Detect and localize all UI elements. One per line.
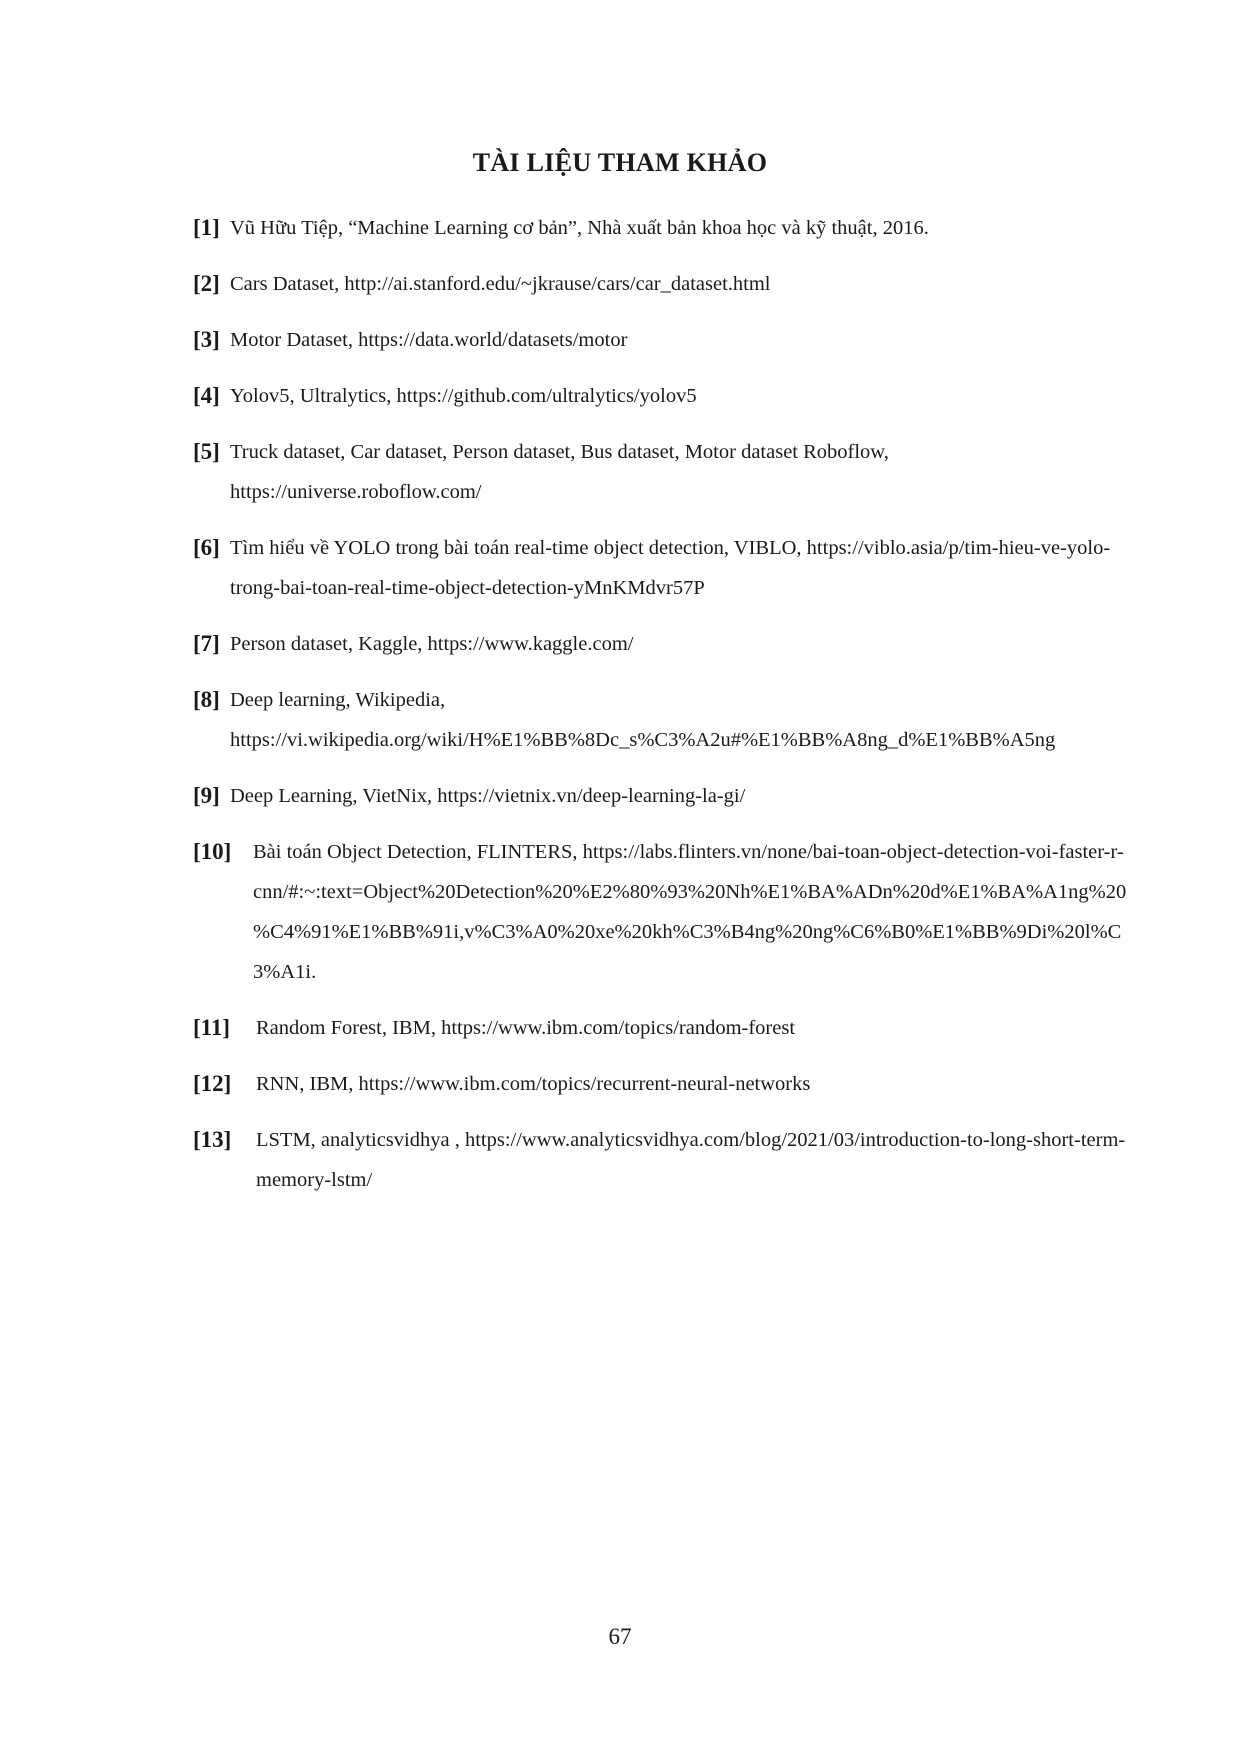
reference-number: [2] — [193, 271, 220, 296]
reference-number: [9] — [193, 783, 220, 808]
reference-item-6 — [193, 528, 1128, 608]
reference-text: Random Forest, IBM, https://www.ibm.com/topics/random-forest — [256, 1017, 796, 1039]
reference-item-11 — [193, 1008, 1128, 1048]
reference-item-5 — [193, 432, 1128, 512]
reference-item-10 — [193, 832, 1128, 992]
page-title: TÀI LIỆU THAM KHẢO — [472, 148, 768, 177]
reference-text: Truck dataset, Car dataset, Person dataset, Bus dataset, Motor dataset Roboflow, https://universe.roboflow.com/ — [230, 441, 889, 503]
reference-item-4 — [193, 376, 1128, 416]
reference-number: [1] — [193, 215, 220, 240]
reference-item-12 — [193, 1064, 1128, 1104]
reference-text: Vũ Hữu Tiệp, “Machine Learning cơ bản”, Nhà xuất bản khoa học và kỹ thuật, 2016. — [230, 217, 929, 239]
reference-text: Deep learning, Wikipedia, https://vi.wikipedia.org/wiki/H%E1%BB%8Dc_s%C3%A2u#%E1%BB%A8ng_d%E1%BB%A5ng — [230, 689, 1056, 751]
reference-number: [11] — [193, 1015, 231, 1040]
reference-item-9 — [193, 776, 1128, 816]
reference-number: [3] — [193, 327, 220, 352]
reference-text: Tìm hiểu về YOLO trong bài toán real-time object detection, VIBLO, https://viblo.asia/p/tim-hieu-ve-yolo-trong-bai-toan-real-time-object-detection-yMnKMdvr57P — [230, 537, 1111, 599]
reference-item-7 — [193, 624, 1128, 664]
reference-text: LSTM, analyticsvidhya , https://www.analyticsvidhya.com/blog/2021/03/introduction-to-long-short-term-memory-lstm/ — [256, 1129, 1126, 1191]
reference-number: [12] — [193, 1071, 232, 1096]
reference-number: [5] — [193, 439, 220, 464]
reference-text: Yolov5, Ultralytics, https://github.com/ultralytics/yolov5 — [230, 385, 697, 407]
reference-number: [6] — [193, 535, 220, 560]
reference-number: [8] — [193, 687, 220, 712]
reference-text: Cars Dataset, http://ai.stanford.edu/~jkrause/cars/car_dataset.html — [230, 273, 771, 295]
reference-item-1 — [193, 208, 1128, 248]
reference-item-8 — [193, 680, 1128, 760]
reference-number: [7] — [193, 631, 220, 656]
reference-text: Motor Dataset, https://data.world/datasets/motor — [230, 329, 628, 351]
reference-text: Bài toán Object Detection, FLINTERS, https://labs.flinters.vn/none/bai-toan-object-detection-voi-faster-r-cnn/#:~:text=Object%20Detection%20%E2%80%93%20Nh%E1%BA%ADn%20d%E1%BA%A1ng%20%C4%91%E1%BB%91i,v%C3%A0%20xe%20kh%C3%B4ng%20ng%C6%B0%E1%BB%9Di%20l%C3%A1i. — [253, 841, 1127, 983]
reference-text: Deep Learning, VietNix, https://vietnix.vn/deep-learning-la-gi/ — [230, 785, 746, 807]
reference-number: [13] — [193, 1127, 232, 1152]
reference-item-13 — [193, 1120, 1128, 1200]
reference-text: Person dataset, Kaggle, https://www.kaggle.com/ — [230, 633, 634, 655]
reference-number: [4] — [193, 383, 220, 408]
reference-text: RNN, IBM, https://www.ibm.com/topics/recurrent-neural-networks — [256, 1073, 811, 1095]
reference-item-3 — [193, 320, 1128, 360]
reference-list — [193, 208, 1128, 1216]
page-number: 67 — [608, 1624, 632, 1649]
reference-item-2 — [193, 264, 1128, 304]
reference-number: [10] — [193, 839, 232, 864]
